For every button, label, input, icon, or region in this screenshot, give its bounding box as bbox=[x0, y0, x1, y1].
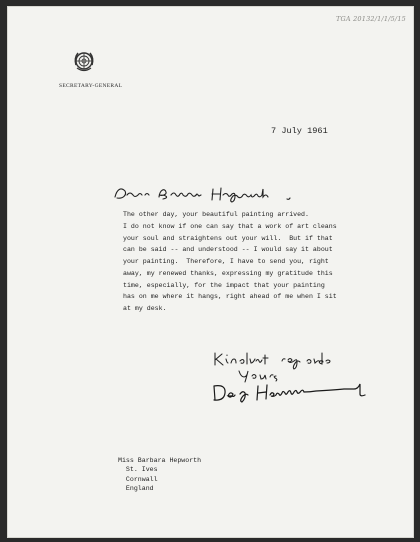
address-line: St. Ives bbox=[125, 466, 158, 474]
body-line: away, my renewed thanks, expressing my gratitude this bbox=[123, 269, 333, 277]
letter-body bbox=[123, 209, 383, 315]
body-line: can be said -- and understood -- I would say it about bbox=[123, 246, 333, 254]
body-line: The other day, your beautiful painting arrived. bbox=[123, 211, 309, 218]
address-line: Cornwall bbox=[125, 475, 158, 483]
recipient-address bbox=[118, 456, 201, 494]
recipient-name: Miss Barbara Hepworth bbox=[118, 457, 202, 464]
letter-date: 7 July 1961 bbox=[271, 126, 328, 136]
handwritten-signature bbox=[210, 380, 386, 406]
letterhead-department: SECRETARY-GENERAL bbox=[59, 83, 123, 89]
handwritten-salutation bbox=[111, 183, 311, 205]
body-line: at my desk. bbox=[123, 305, 167, 312]
letter-page bbox=[7, 6, 414, 538]
body-line: your painting. Therefore, I have to send you, right bbox=[123, 258, 329, 265]
un-emblem-icon bbox=[71, 48, 97, 74]
address-line: England bbox=[125, 485, 154, 493]
body-line: I do not know if one can say that a work of art cleans bbox=[123, 222, 337, 230]
archive-reference: TGA 20132/1/1/5/15 bbox=[335, 15, 406, 23]
body-line: time, especially, for the impact that your painting bbox=[123, 281, 325, 289]
body-line: your soul and straightens out your will. But if that bbox=[123, 234, 333, 242]
body-line: has on me where it hangs, right ahead of me when I sit bbox=[123, 293, 337, 301]
